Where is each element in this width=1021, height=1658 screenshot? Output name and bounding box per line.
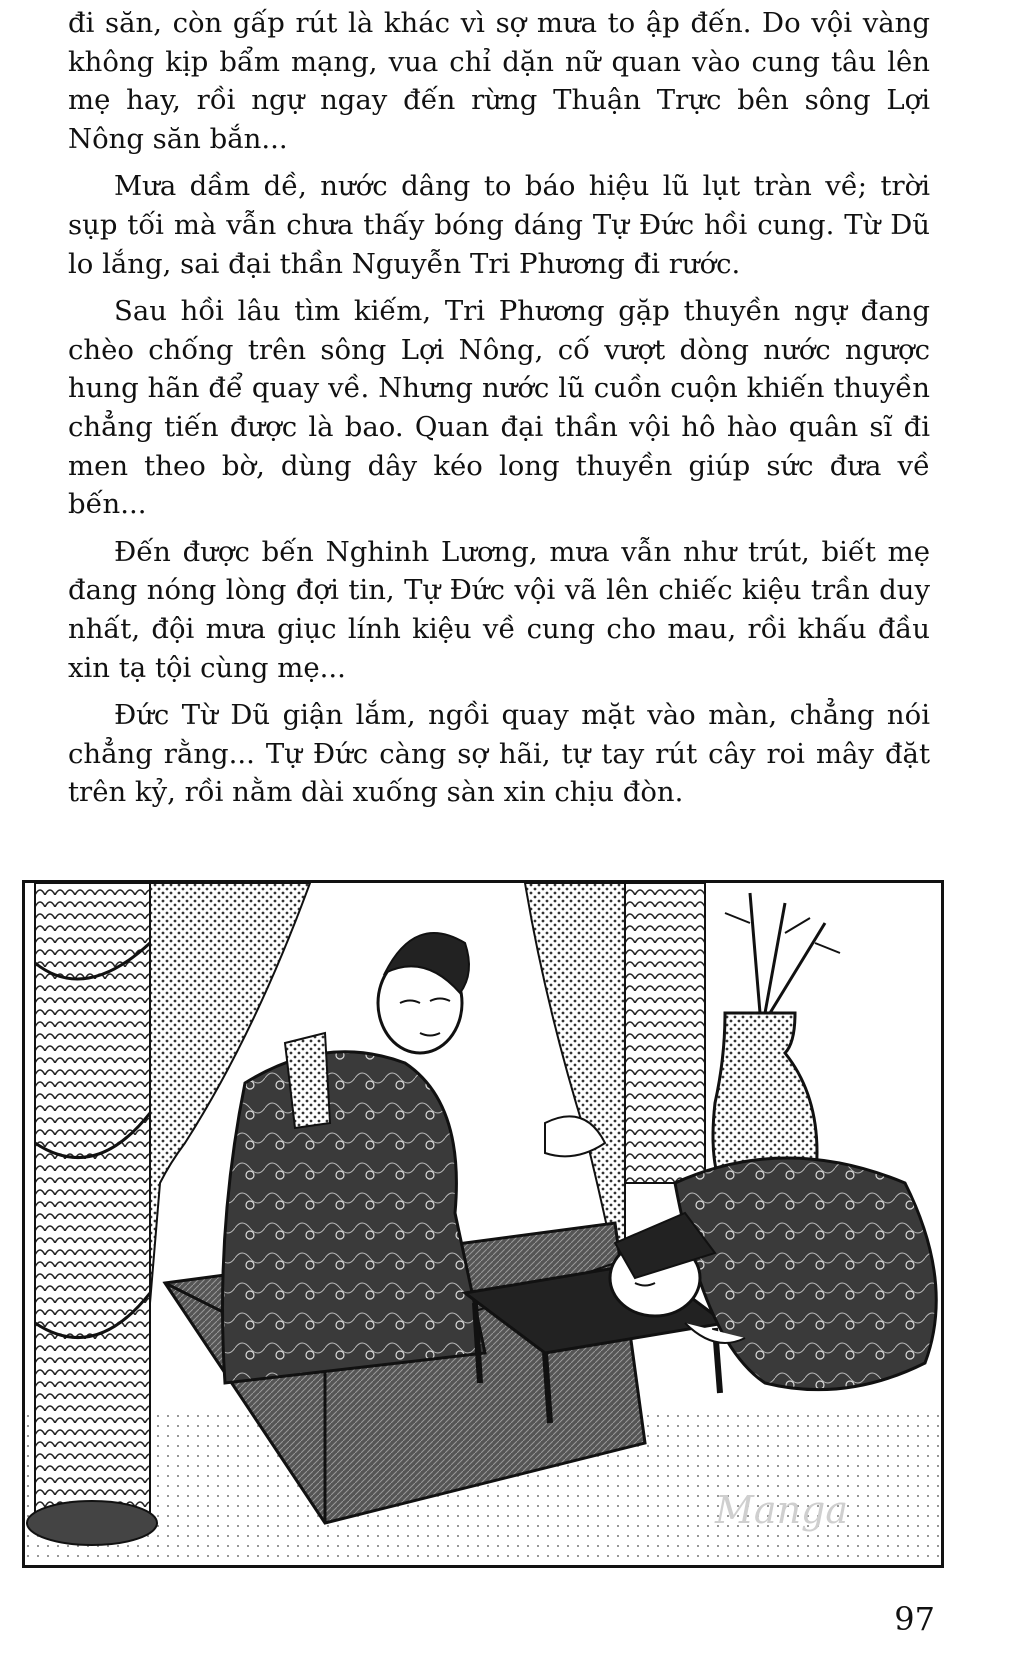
illustration-panel: [22, 880, 944, 1568]
illustration-drawing: [25, 883, 941, 1565]
right-pillar: [625, 883, 705, 1183]
kneeling-emperor-figure: [610, 1158, 936, 1390]
paragraph-5: Đức Từ Dũ giận lắm, ngồi quay mặt vào màn, chẳng nói chẳng rằng... Tự Đức càng sợ hãi, tự tay rút cây roi mây đặt trên kỷ, rồi nằm dài xuống sàn xin chịu đòn.: [68, 699, 930, 809]
body-text: [68, 4, 930, 821]
paragraph-1: đi săn, còn gấp rút là khác vì sợ mưa to ập đến. Do vội vàng không kịp bẩm mạng, vua chỉ dặn nữ quan vào cung tâu lên mẹ hay, rồi ngự ngay đến rừng Thuận Trực bên sông Lợi Nông săn bắn...: [68, 7, 930, 155]
paragraph-4: Đến được bến Nghinh Lương, mưa vẫn như trút, biết mẹ đang nóng lòng đợi tin, Tự Đức vội vã lên chiếc kiệu trần duy nhất, đội mưa giục lính kiệu về cung cho mau, rồi khấu đầu xin tạ tội cùng mẹ...: [68, 535, 930, 684]
watermark-logo: Manga: [715, 1488, 849, 1532]
left-pillar: [27, 883, 157, 1545]
paragraph-2: Mưa dầm dề, nước dâng to báo hiệu lũ lụt tràn về; trời sụp tối mà vẫn chưa thấy bóng dáng Tự Đức hồi cung. Từ Dũ lo lắng, sai đại thần Nguyễn Tri Phương đi rước.: [68, 170, 930, 280]
paragraph-3: Sau hồi lâu tìm kiếm, Tri Phương gặp thuyền ngự đang chèo chống trên sông Lợi Nông, cố vượt dòng nước ngược hung hãn để quay về. Nhưng nước lũ cuồn cuộn khiến thuyền chẳng tiến được là bao. Quan đại thần vội hô hào quân sĩ đi men theo bờ, dùng dây kéo long thuyền giúp sức đưa về bến...: [68, 295, 930, 521]
page-number: 97: [894, 1600, 935, 1638]
